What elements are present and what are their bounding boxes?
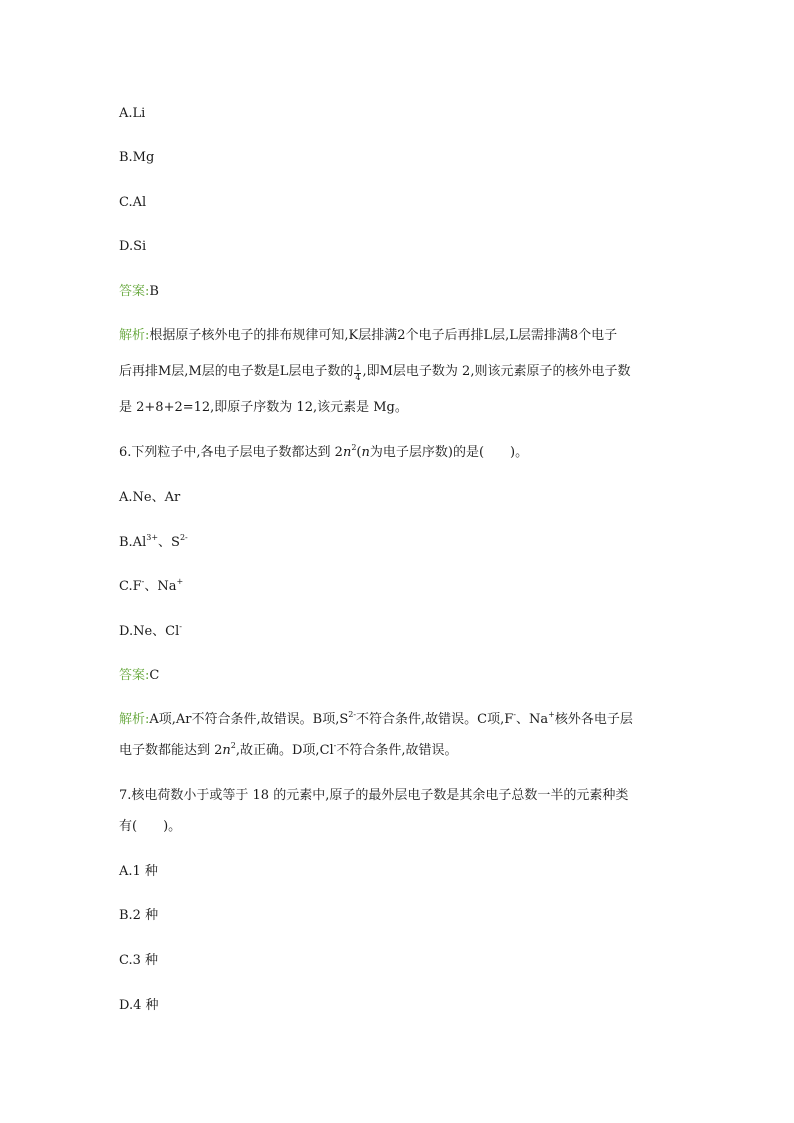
q6-option-b: [119, 533, 188, 553]
variable-n: n: [342, 445, 352, 460]
fraction-one-quarter: [354, 365, 361, 382]
stem-text: (: [356, 445, 362, 460]
variable-n: n: [222, 743, 231, 758]
q6-option-d: [119, 622, 182, 642]
answer-label: 答案:: [119, 284, 150, 299]
variable-n: n: [361, 445, 370, 460]
q7-option-d: D.4 种: [119, 998, 159, 1013]
q6-option-c: [119, 577, 183, 597]
option-text: 、S: [158, 535, 180, 550]
analysis-text: 核外各电子层: [554, 712, 633, 727]
analysis-text: ,即M层电子数为 2,则该元素原子的核外电子数: [362, 364, 631, 379]
q5-answer: [119, 282, 159, 302]
q5-option-c: C.Al: [119, 195, 147, 210]
fraction-denominator: 4: [355, 373, 361, 382]
superscript: +: [548, 710, 555, 719]
analysis-text: ,故正确。D项,Cl: [235, 743, 334, 758]
q7-stem-line-1: 7.核电荷数小于或等于 18 的元素中,原子的最外层电子数是其余电子总数一半的元素种类: [119, 788, 629, 803]
q7-option-a: A.1 种: [119, 864, 158, 879]
analysis-text: 不符合条件,故错误。: [336, 743, 458, 758]
answer-value: C: [149, 668, 160, 683]
superscript: -: [141, 577, 145, 586]
option-text: B.Al: [119, 535, 147, 550]
stem-text: 6.下列粒子中,各电子层电子数都达到 2: [119, 445, 343, 460]
analysis-text: A项,Ar不符合条件,故错误。B项,S: [149, 712, 349, 727]
answer-label: 答案:: [119, 668, 150, 683]
q6-analysis-line-2: [119, 741, 458, 761]
q5-option-a: A.Li: [119, 106, 146, 121]
analysis-label: 解析:: [119, 328, 150, 343]
q7-option-c: C.3 种: [119, 953, 159, 968]
superscript: 2: [351, 443, 357, 452]
analysis-text: 不符合条件,故错误。C项,F: [356, 712, 514, 727]
q6-answer: [119, 666, 159, 686]
q6-option-a: A.Ne、Ar: [119, 490, 181, 505]
analysis-text: 、Na: [515, 712, 549, 727]
q6-analysis-line-1: [119, 710, 633, 730]
q7-stem-line-2: 有( )。: [119, 819, 182, 834]
answer-value: B: [149, 284, 159, 299]
superscript: 2-: [179, 533, 188, 542]
superscript: -: [333, 741, 337, 750]
superscript: +: [176, 577, 184, 586]
option-text: 、Na: [144, 579, 177, 594]
q6-stem: [119, 443, 528, 463]
option-text: D.Ne、Cl: [119, 624, 180, 639]
analysis-text: 电子数都能达到 2: [119, 743, 223, 758]
analysis-text: 后再排M层,M层的电子数是L层电子数的: [119, 364, 354, 379]
q7-option-b: B.2 种: [119, 908, 159, 923]
analysis-label: 解析:: [119, 712, 150, 727]
superscript: -: [513, 710, 516, 719]
option-text: C.F: [119, 579, 142, 594]
analysis-text: 根据原子核外电子的排布规律可知,K层排满2个电子后再排L层,L层需排满8个电子: [149, 328, 618, 343]
superscript: 3+: [146, 533, 159, 542]
q5-analysis-line-1: [119, 326, 617, 346]
superscript: 2-: [348, 710, 357, 719]
fraction-numerator: 1: [355, 364, 361, 373]
q5-option-d: D.Si: [119, 239, 147, 254]
stem-text: 为电子层序数)的是( )。: [369, 445, 529, 460]
q5-analysis-line-3: 是 2+8+2=12,即原子序数为 12,该元素是 Mg。: [119, 400, 408, 415]
q5-option-b: B.Mg: [119, 150, 155, 165]
superscript: -: [179, 622, 182, 631]
q5-analysis-line-2: [119, 362, 630, 382]
superscript: 2: [230, 741, 236, 750]
